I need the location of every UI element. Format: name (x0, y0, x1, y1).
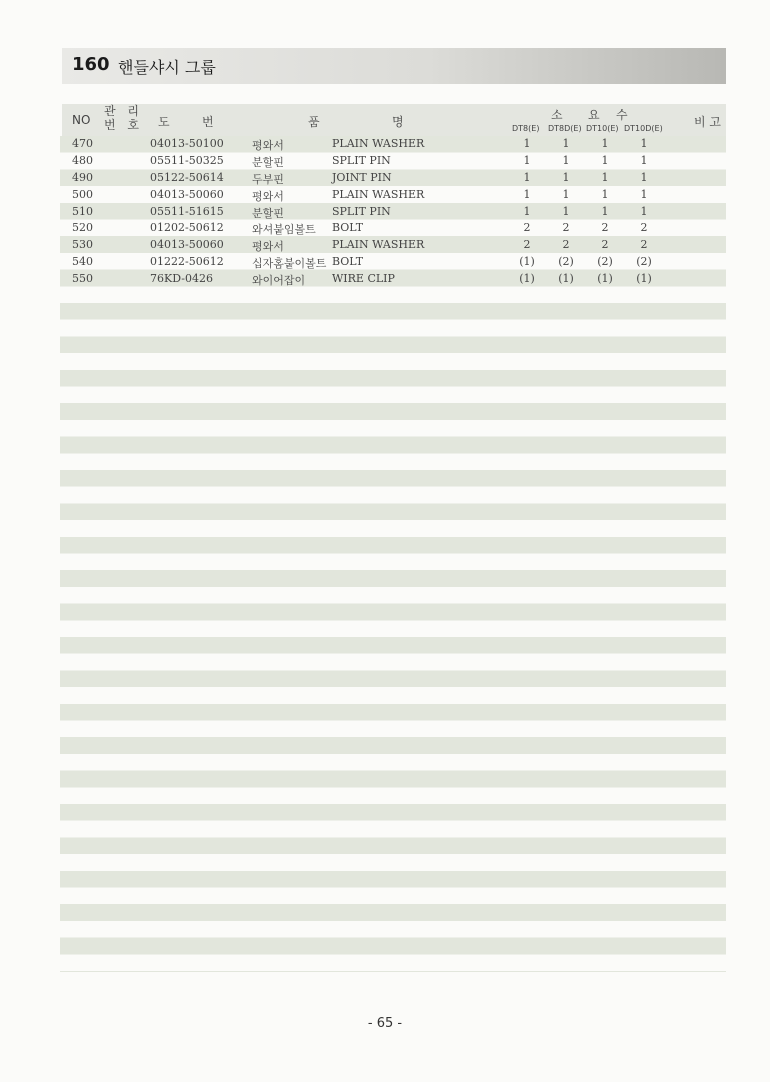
cell-qty: (2) (597, 255, 613, 269)
cell-name-en: PLAIN WASHER (332, 238, 425, 252)
table-row (62, 220, 726, 237)
cell-qty: 1 (562, 170, 570, 184)
header-qty-3: 수 (616, 108, 628, 122)
cell-name-en: SPLIT PIN (332, 204, 391, 218)
cell-name-en: SPLIT PIN (332, 153, 391, 167)
cell-qty: 1 (640, 204, 648, 218)
table-row (62, 237, 726, 254)
cell-name-ko: 평와서 (252, 189, 284, 203)
parts-table (62, 136, 726, 288)
table-row (62, 254, 726, 271)
cell-qty: (1) (558, 272, 574, 286)
cell-qty: 1 (523, 204, 531, 218)
cell-qty: 1 (601, 153, 609, 167)
cell-no: 480 (72, 153, 93, 167)
cell-qty: 1 (562, 187, 570, 201)
cell-qty: 1 (562, 153, 570, 167)
header-model: DT8(E) (512, 124, 540, 133)
cell-qty: 1 (562, 137, 570, 150)
header-model: DT10(E) (586, 124, 619, 133)
header-remarks: 비 고 (694, 115, 721, 129)
cell-qty: (1) (519, 272, 535, 286)
header-drawing-1: 도 (158, 115, 170, 129)
page-number: - 65 - (367, 1016, 403, 1031)
table-row (62, 153, 726, 170)
header-item-1: 품 (308, 115, 320, 129)
cell-no: 550 (72, 272, 93, 286)
table-row (62, 187, 726, 204)
cell-name-en: BOLT (332, 255, 364, 269)
cell-name-ko: 분할핀 (252, 155, 284, 169)
table-row (62, 170, 726, 187)
cell-drawing: 05511-50325 (150, 153, 224, 167)
cell-name-ko: 와셔붙임볼트 (252, 223, 316, 237)
cell-name-en: PLAIN WASHER (332, 137, 425, 150)
cell-name-ko: 평와서 (252, 139, 284, 152)
cell-qty: 1 (562, 204, 570, 218)
header-qty-1: 소 (551, 108, 563, 122)
cell-drawing: 05122-50614 (150, 170, 224, 184)
cell-qty: 2 (601, 221, 609, 235)
cell-drawing: 04013-50060 (150, 187, 224, 201)
cell-qty: (2) (558, 255, 574, 269)
cell-drawing: 04013-50100 (150, 137, 224, 150)
cell-qty: (2) (636, 255, 652, 269)
cell-no: 520 (72, 221, 93, 235)
cell-qty: 2 (640, 221, 648, 235)
cell-name-en: JOINT PIN (332, 170, 392, 184)
cell-qty: 1 (523, 137, 531, 150)
cell-name-en: BOLT (332, 221, 364, 235)
section-number: 160 (72, 54, 110, 75)
cell-drawing: 05511-51615 (150, 204, 224, 218)
cell-no: 490 (72, 170, 93, 184)
cell-qty: 2 (640, 238, 648, 252)
header-mgmt: 관 리 번 호 (104, 104, 143, 132)
table-row (62, 136, 726, 153)
cell-qty: 2 (562, 238, 570, 252)
cell-name-ko: 분할핀 (252, 206, 284, 220)
header-model: DT8D(E) (548, 124, 582, 133)
cell-qty: (1) (519, 255, 535, 269)
section-title-bar (62, 48, 726, 84)
cell-qty: 2 (601, 238, 609, 252)
header-drawing-2: 번 (202, 115, 214, 129)
cell-qty: 2 (523, 238, 531, 252)
cell-qty: 1 (523, 170, 531, 184)
cell-qty: 1 (523, 153, 531, 167)
cell-qty: 2 (523, 221, 531, 235)
table-header (62, 104, 726, 136)
cell-name-ko: 두부핀 (252, 172, 284, 186)
cell-qty: (1) (597, 272, 613, 286)
cell-qty: 1 (640, 137, 648, 150)
cell-drawing: 04013-50060 (150, 238, 224, 252)
cell-name-ko: 와이어잡이 (252, 274, 306, 288)
cell-name-en: PLAIN WASHER (332, 187, 425, 201)
cell-drawing: 76KD-0426 (150, 272, 213, 286)
cell-qty: 1 (601, 187, 609, 201)
cell-drawing: 01222-50612 (150, 255, 224, 269)
cell-no: 470 (72, 137, 93, 150)
header-qty-2: 요 (588, 108, 600, 122)
cell-no: 510 (72, 204, 93, 218)
cell-name-en: WIRE CLIP (332, 272, 395, 286)
cell-qty: (1) (636, 272, 652, 286)
cell-no: 540 (72, 255, 93, 269)
header-item-2: 명 (392, 115, 404, 129)
table-row (62, 204, 726, 221)
cell-no: 500 (72, 187, 93, 201)
cell-no: 530 (72, 238, 93, 252)
cell-qty: 1 (640, 187, 648, 201)
cell-qty: 1 (523, 187, 531, 201)
cell-qty: 2 (562, 221, 570, 235)
cell-qty: 1 (601, 170, 609, 184)
cell-qty: 1 (601, 137, 609, 150)
cell-name-ko: 십자홈붙이볼트 (252, 257, 327, 271)
cell-drawing: 01202-50612 (150, 221, 224, 235)
cell-qty: 1 (640, 153, 648, 167)
cell-qty: 1 (601, 204, 609, 218)
cell-name-ko: 평와서 (252, 240, 284, 254)
table-row (62, 271, 726, 288)
section-title: 핸들샤시 그룹 (118, 58, 216, 77)
header-model: DT10D(E) (624, 124, 663, 133)
cell-qty: 1 (640, 170, 648, 184)
header-no: NO (72, 113, 91, 127)
